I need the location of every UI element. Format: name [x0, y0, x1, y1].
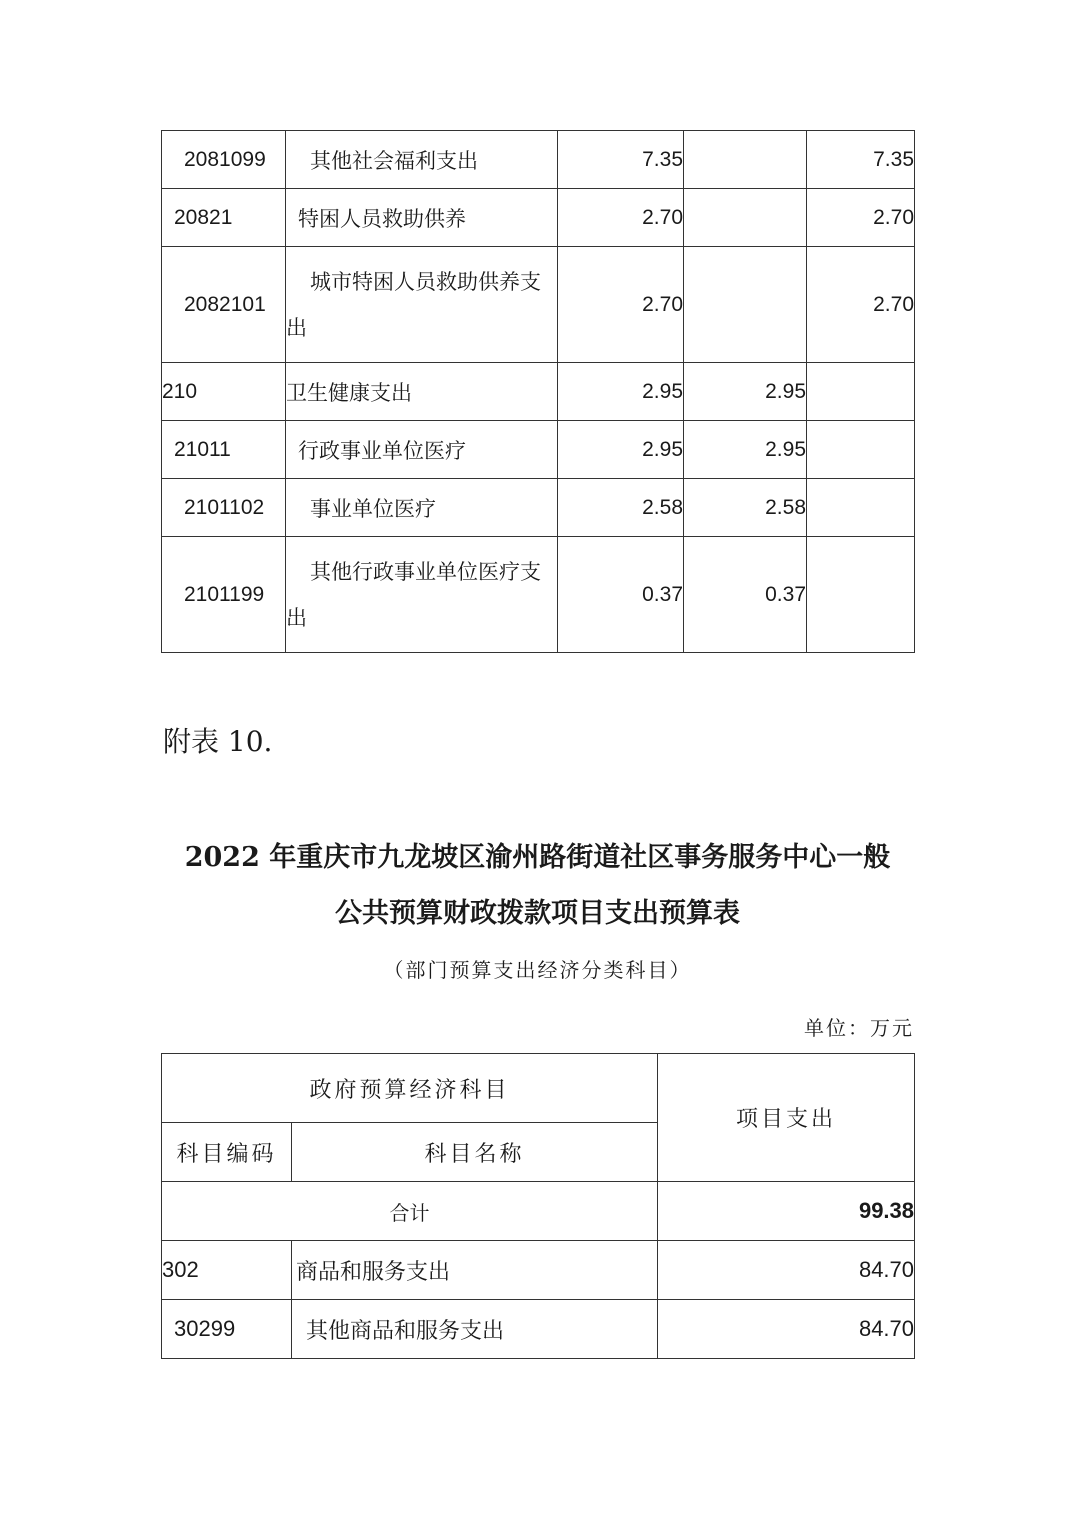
basic-amount: 0.37 — [684, 537, 807, 653]
budget-table-continued — [161, 130, 915, 653]
document-title-line2: 公共预算财政拨款项目支出预算表 — [335, 898, 740, 929]
basic-amount — [684, 131, 807, 189]
table-row — [162, 421, 915, 479]
project-amount — [807, 421, 915, 479]
table-row — [162, 363, 915, 421]
subject-code: 2082101 — [162, 247, 286, 363]
header-subject-code: 科目编码 — [162, 1123, 292, 1182]
basic-amount — [684, 189, 807, 247]
total-amount: 2.70 — [558, 247, 684, 363]
project-amount: 84.70 — [658, 1241, 915, 1300]
total-amount: 2.95 — [558, 421, 684, 479]
subject-code: 2101102 — [162, 479, 286, 537]
table-row — [162, 479, 915, 537]
basic-amount: 2.95 — [684, 421, 807, 479]
document-title-line1: 2022 年重庆市九龙坡区渝州路街道社区事务服务中心一般 — [184, 842, 891, 873]
project-amount — [807, 479, 915, 537]
subject-code: 210 — [162, 363, 286, 421]
subject-name: 事业单位医疗 — [286, 479, 558, 537]
total-amount: 0.37 — [558, 537, 684, 653]
subject-code: 2101199 — [162, 537, 286, 653]
unit-label: 单位：万元 — [804, 1016, 914, 1040]
subject-code: 30299 — [162, 1300, 292, 1359]
subject-code: 302 — [162, 1241, 292, 1300]
project-amount — [807, 363, 915, 421]
header-project-expenditure: 项目支出 — [658, 1054, 915, 1182]
subject-name-line2: 出 — [286, 315, 307, 340]
document-subtitle: （部门预算支出经济分类科目） — [383, 958, 692, 982]
subject-name — [286, 537, 558, 653]
subject-name-line1: 城市特困人员救助供养支 — [310, 269, 541, 294]
subject-name: 商品和服务支出 — [292, 1241, 658, 1300]
table-row — [162, 247, 915, 363]
header-economic-subject: 政府预算经济科目 — [162, 1054, 658, 1123]
total-amount: 2.70 — [558, 189, 684, 247]
project-amount: 2.70 — [807, 189, 915, 247]
total-label: 合计 — [162, 1182, 658, 1241]
total-amount: 2.58 — [558, 479, 684, 537]
subject-name: 卫生健康支出 — [286, 363, 558, 421]
basic-amount: 2.58 — [684, 479, 807, 537]
subject-name: 行政事业单位医疗 — [286, 421, 558, 479]
table-row — [162, 1241, 915, 1300]
project-amount — [807, 537, 915, 653]
subject-name-line2: 出 — [286, 605, 307, 630]
appendix-label: 附表 10. — [163, 725, 273, 758]
table-row — [162, 189, 915, 247]
project-amount: 7.35 — [807, 131, 915, 189]
subject-name — [286, 247, 558, 363]
project-amount: 2.70 — [807, 247, 915, 363]
subject-code: 2081099 — [162, 131, 286, 189]
total-value: 99.38 — [658, 1182, 915, 1241]
subject-code: 21011 — [162, 421, 286, 479]
total-amount: 2.95 — [558, 363, 684, 421]
table-row — [162, 537, 915, 653]
table-row — [162, 131, 915, 189]
header-subject-name: 科目名称 — [292, 1123, 658, 1182]
total-row — [162, 1182, 915, 1241]
header-row — [162, 1054, 915, 1123]
subject-name-line1: 其他行政事业单位医疗支 — [310, 559, 541, 584]
total-amount: 7.35 — [558, 131, 684, 189]
project-amount: 84.70 — [658, 1300, 915, 1359]
subject-name: 其他社会福利支出 — [286, 131, 558, 189]
project-expenditure-table — [161, 1053, 915, 1359]
subject-name: 特困人员救助供养 — [286, 189, 558, 247]
basic-amount: 2.95 — [684, 363, 807, 421]
document-title — [161, 830, 914, 942]
subject-code: 20821 — [162, 189, 286, 247]
table-row — [162, 1300, 915, 1359]
subject-name: 其他商品和服务支出 — [292, 1300, 658, 1359]
basic-amount — [684, 247, 807, 363]
